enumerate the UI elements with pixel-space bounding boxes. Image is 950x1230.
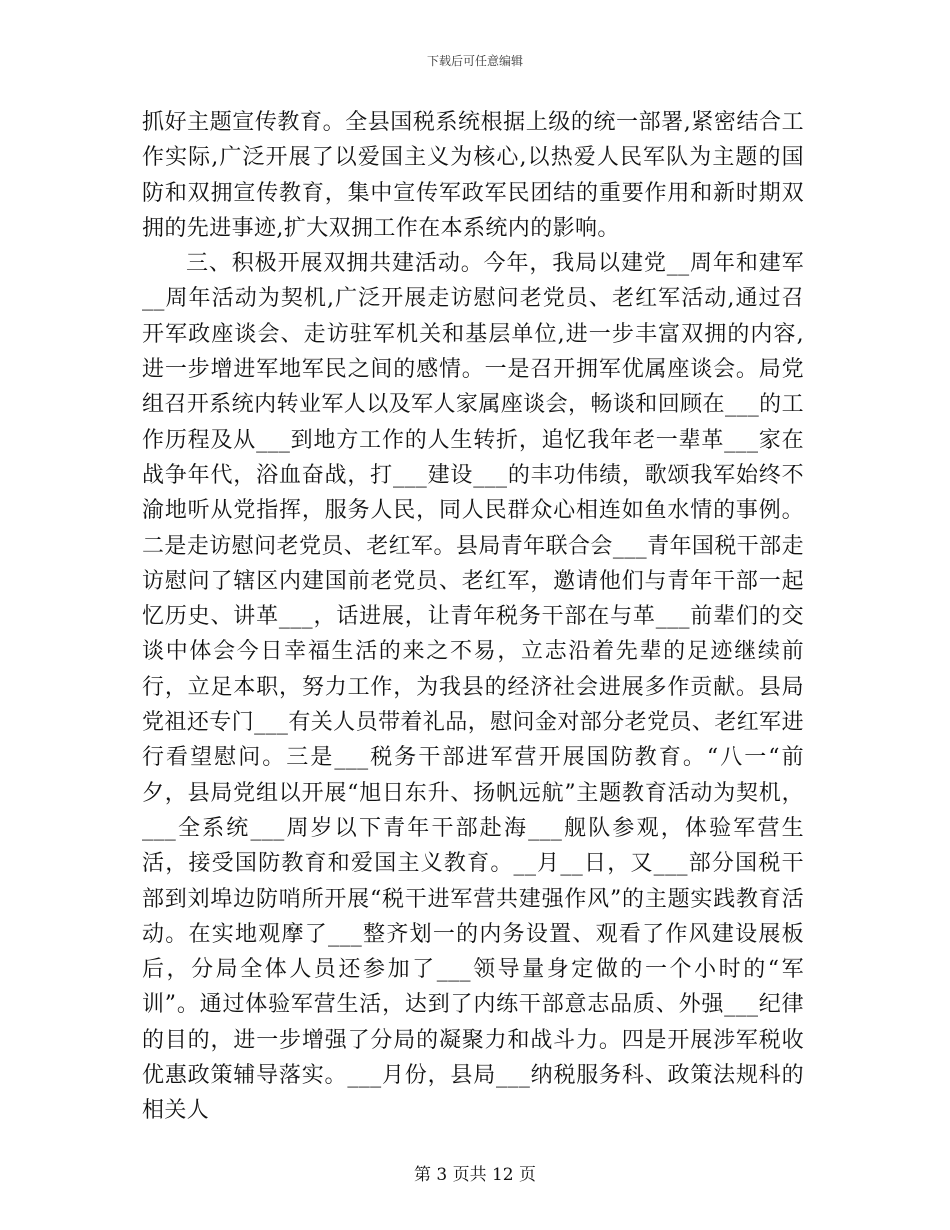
page-footer: 第 3 页共 12 页 [413, 1165, 537, 1185]
body-text [142, 105, 804, 1129]
paragraph-activities: 三、积极开展双拥共建活动。今年，我局以建党__周年和建军__周年活动为契机,广泛开展走访慰问老党员、老红军活动,通过召开军政座谈会、走访驻军机关和基层单位,进一步丰富双拥的内容,进一步增进军地军民之间的感情。一是召开拥军优属座谈会。局党组召开系统内转业军人以及军人家属座谈会，畅谈和回顾在___的工作历程及从___到地方工作的人生转折，追忆我年老一辈革___家在战争年代，浴血奋战，打___建设___的丰功伟绩，歌颂我军始终不渝地听从党指挥，服务人民，同人民群众心相连如鱼水情的事例。二是走访慰问老党员、老红军。县局青年联合会___青年国税干部走访慰问了辖区内建国前老党员、老红军，邀请他们与青年干部一起忆历史、讲革___，话进展，让青年税务干部在与革___前辈们的交谈中体会今日幸福生活的来之不易，立志沿着先辈的足迹继续前行，立足本职，努力工作，为我县的经济社会进展多作贡献。县局党祖还专门___有关人员带着礼品，慰问金对部分老党员、老红军进行看望慰问。三是___税务干部进军营开展国防教育。“八一“前夕，县局党组以开展“旭日东升、扬帆远航”主题教育活动为契机，___全系统___周岁以下青年干部赴海___舰队参观，体验军营生活，接受国防教育和爱国主义教育。__月__日，又___部分国税干部到刘埠边防哨所开展“税干进军营共建强作风”的主题实践教育活动。在实地观摩了___整齐划一的内务设置、观看了作风建设展板后，分局全体人员还参加了___领导量身定做的一个小时的“军训”。通过体验军营生活，达到了内练干部意志品质、外强___纪律的目的，进一步增强了分局的凝聚力和战斗力。四是开展涉军税收优惠政策辅导落实。___月份，县局___纳税服务科、政策法规科的相关人 [142, 251, 804, 1124]
paragraph-propaganda: 抓好主题宣传教育。全县国税系统根据上级的统一部署,紧密结合工作实际,广泛开展了以爱国主义为核心,以热爱人民军队为主题的国防和双拥宣传教育，集中宣传军政军民团结的重要作用和新时期双拥的先进事迹,扩大双拥工作在本系统内的影响。 [142, 110, 804, 241]
page-header: 下载后可任意编辑 [426, 54, 523, 68]
